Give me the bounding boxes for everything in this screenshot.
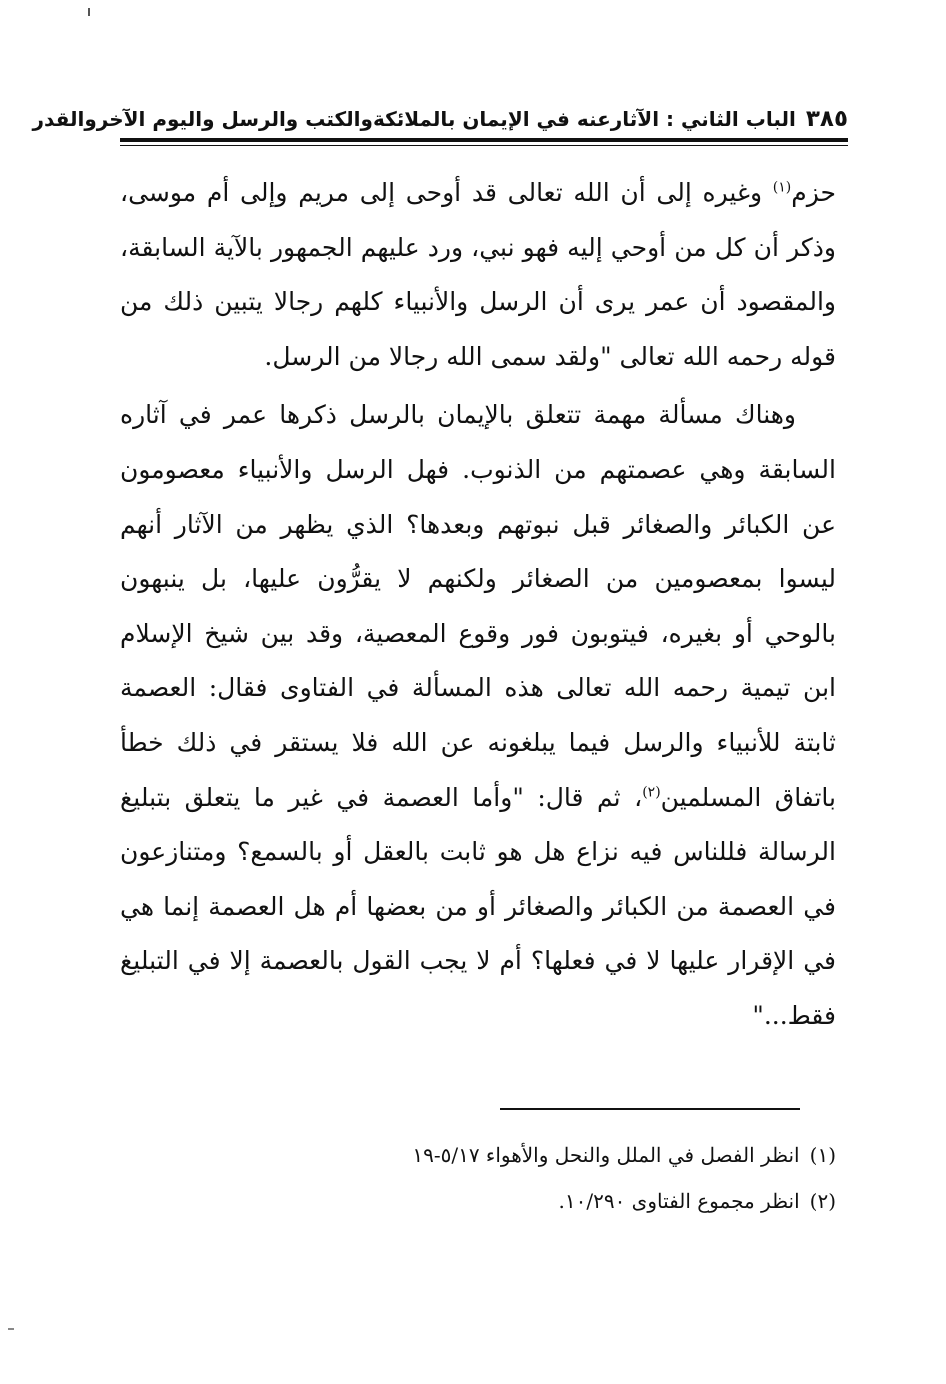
paragraph-1 — [120, 166, 836, 384]
footnote-text: انظر الفصل في الملل والنحل والأهواء ٥/١٧-١٩ — [412, 1143, 800, 1167]
footnote-ref-2: (٢) — [642, 784, 661, 801]
footnote-number: (٢) — [809, 1189, 836, 1213]
paragraph-2-start: وهناك مسألة مهمة تتعلق بالإيمان بالرسل ذكرها عمر في آثاره السابقة وهي عصمتهم من الذنوب. فهل الرسل والأنبياء معصومون عن الكبائر والصغائر قبل نبوتهم وبعدها؟ الذي يظهر من الآثار أنهم ليسوا بمعصومين من الصغائر ولكنهم لا يقرُّون عليها، بل ينبهون بالوحي أو بغيره، فيتوبون فور وقوع المعصية، وقد بين شيخ الإسلام ابن تيمية رحمه الله تعالى هذه المسألة في الفتاوى فقال: العصمة ثابتة للأنبياء والرسل فيما يبلغونه عن الله فلا يستقر في ذلك خطأ باتفاق المسلمين — [120, 400, 836, 812]
footnote-1 — [120, 1132, 836, 1178]
footnote-2 — [120, 1178, 836, 1224]
scan-speck — [88, 8, 90, 16]
footnotes — [120, 1132, 836, 1224]
footnote-separator — [500, 1108, 800, 1110]
paragraph-2-rest: ، ثم قال: "وأما العصمة في غير ما يتعلق بتبليغ الرسالة فللناس فيه نزاع هل هو ثابت بالعقل أو بالسمع؟ ومتنازعون في العصمة من الكبائر والصغائر أو من بعضها أم هل العصمة إنما هي في الإقرار عليها لا في فعلها؟ أم لا يجب القول بالعصمة إلا في التبليغ فقط..." — [120, 782, 836, 1030]
paragraph-1-rest: وغيره إلى أن الله تعالى قد أوحى إلى مريم وإلى أم موسى، وذكر أن كل من أوحي إليه فهو نبي، ورد عليهم الجمهور بالآية السابقة، والمقصود أن عمر يرى أن الرسل والأنبياء كلهم رجالا يتبين ذلك من قوله رحمه الله تعالى "ولقد سمى الله رجالا من الرسل. — [120, 178, 836, 371]
header-rule-thick — [120, 138, 848, 142]
paragraph-1-start: حزم — [791, 178, 836, 207]
paragraph-2 — [120, 388, 836, 1043]
header-rule-thin — [120, 145, 848, 146]
footnote-number: (١) — [809, 1143, 836, 1167]
running-header — [32, 104, 848, 134]
page-number: ٣٨٥ — [805, 106, 848, 132]
footnote-ref-1: (١) — [772, 179, 792, 196]
footnote-text: انظر مجموع الفتاوى ١٠/٢٩٠. — [558, 1189, 800, 1213]
main-text — [120, 166, 836, 1044]
chapter-title: الباب الثاني : الآثارعنه في الإيمان بالملائكةوالكتب والرسل واليوم الآخروالقدر — [32, 107, 796, 131]
scan-speck — [8, 1328, 14, 1330]
